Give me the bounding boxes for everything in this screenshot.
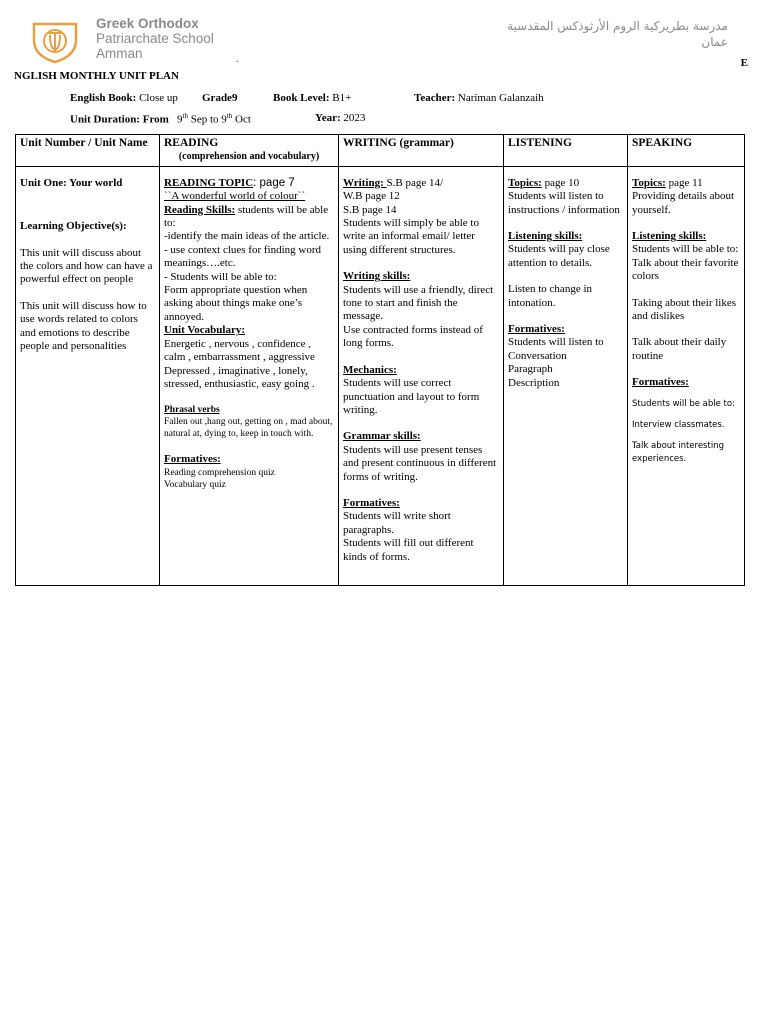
school-logo (28, 20, 82, 64)
speaking-skills-text: Students will be able to: (632, 243, 739, 256)
unit-cell (16, 166, 160, 585)
listening-skills-text-2: Listen to change in intonation. (508, 283, 593, 309)
writing-skills-text: Students will use a friendly, direct tone to start and finish the message. (343, 283, 494, 323)
writing-skills-label: Writing skills: (343, 270, 411, 283)
reading-skills-label: Reading Skills: (164, 203, 236, 216)
school-name-ar-line2: عمان (701, 35, 728, 49)
listening-topics-label: Topics: (508, 176, 542, 189)
reading-cell (160, 166, 339, 585)
learning-objective-title: Learning Objective(s): (20, 220, 127, 233)
header-reading-sub: (comprehension and vocabulary) (178, 151, 320, 163)
duration-info (70, 112, 251, 126)
school-name-line3: Amman (96, 46, 143, 61)
header-reading-title: READING (164, 137, 219, 149)
reading-formatives-label: Formatives: (164, 453, 221, 466)
header-unit: Unit Number / Unit Name (16, 135, 160, 167)
reading-skills (164, 204, 334, 231)
duration-label: Unit Duration: From (70, 113, 169, 126)
mechanics-label: Mechanics: (343, 363, 397, 376)
speaking-formatives-label: Formatives: (632, 376, 689, 389)
grammar-skills-label: Grammar skills: (343, 430, 421, 443)
school-name-ar-line1: مدرسة بطريركية الروم الأرثوذكس المقدسية (507, 19, 728, 33)
speaking-cell (628, 166, 745, 585)
reading-skill-item: - use context clues for finding word meanings….etc. (164, 243, 322, 270)
speaking-formative-item: Students will be able to: (632, 398, 735, 409)
writing-pages-1: S.B page 14/ (386, 176, 444, 189)
edge-letter: E (740, 57, 748, 69)
header-listening: LISTENING (504, 135, 628, 167)
speaking-topics (632, 177, 740, 190)
table-header-row (16, 135, 745, 167)
listening-formative-item: Students will listen to (508, 336, 604, 349)
writing-pages (343, 177, 499, 190)
year-label: Year: (315, 112, 341, 124)
unit-plan-table (15, 134, 745, 586)
level-label: Book Level: (273, 92, 330, 104)
school-name-ar (507, 18, 728, 50)
writing-label: Writing: (343, 176, 387, 189)
writing-formative-item: Students will write short paragraphs. (343, 510, 451, 536)
speaking-topics-text: Providing details about yourself. (632, 190, 735, 216)
writing-formative-item: Students will fill out different kinds of forms. (343, 537, 474, 563)
reading-formative-item: Reading comprehension quiz (164, 467, 275, 478)
listening-topics-text: Students will listen to instructions / information (508, 190, 620, 216)
duration-end: Oct (232, 113, 251, 126)
reading-skill-item: -identify the main ideas of the article. (164, 230, 330, 243)
table-content-row (16, 166, 745, 585)
teacher-label: Teacher: (414, 92, 456, 104)
listening-cell (504, 166, 628, 585)
speaking-topics-label: Topics: (632, 176, 666, 189)
writing-pages-2: W.B page 12 (343, 190, 400, 203)
header-speaking: SPEAKING (628, 135, 745, 167)
writing-skills-text-2: Use contracted forms instead of long forms. (343, 323, 483, 350)
school-name-line1: Greek Orthodox (96, 16, 199, 31)
speaking-skills-text-3: Taking about their likes and dislikes (632, 296, 737, 323)
writing-cell (339, 166, 504, 585)
writing-formatives-label: Formatives: (343, 496, 400, 509)
reading-topic-page: : page 7 (253, 176, 295, 189)
grade-value: Grade9 (202, 92, 238, 104)
phrasal-verbs-text: Fallen out ,hang out, getting on , mad about, natural at, dying to, keep in touch with. (164, 417, 333, 440)
duration-from-day: 9 (177, 113, 183, 126)
phrasal-verbs-label: Phrasal verbs (164, 405, 220, 416)
duration-from-sup: th (182, 112, 188, 120)
mechanics-text: Students will use correct punctuation and layout to form writing. (343, 377, 480, 416)
reading-skill-item: - Students will be able to: (164, 270, 277, 283)
grade-info (202, 92, 237, 104)
unit-objective-1: This unit will discuss about the colors and how can have a powerful effect on people (20, 246, 153, 286)
teacher-info (414, 92, 544, 104)
level-value: B1+ (332, 92, 352, 104)
school-name-en (96, 16, 214, 61)
teacher-value: Nariman Galanzaih (457, 92, 544, 104)
unit-objective-2: This unit will discuss how to use words related to colors and emotions to describe people and personalities (20, 299, 147, 353)
header-dot: . (236, 54, 239, 65)
listening-formative-item: Paragraph (508, 363, 553, 376)
book-label: English Book: (70, 92, 137, 104)
reading-topic-title: ``A wonderful world of colour`` (164, 190, 306, 203)
reading-topic-label: READING TOPIC (164, 176, 254, 189)
speaking-skills-label: Listening skills: (632, 230, 707, 243)
unit-name: Unit One: Your world (20, 176, 123, 189)
speaking-skills-text-2: Talk about their favorite colors (632, 256, 739, 283)
writing-text: Students will simply be able to write an informal email/ letter using different structures. (343, 217, 479, 256)
listening-skills-label: Listening skills: (508, 230, 583, 243)
writing-pages-3: S.B page 14 (343, 203, 397, 216)
plan-title: NGLISH MONTHLY UNIT PLAN (14, 70, 179, 82)
listening-topics (508, 177, 623, 190)
speaking-skills-text-4: Talk about their daily routine (632, 336, 727, 362)
speaking-formative-item: Talk about interesting experiences. (632, 440, 724, 464)
unit-vocabulary-label: Unit Vocabulary: (164, 324, 245, 337)
school-name-line2: Patriarchate School (96, 31, 214, 46)
duration-to-sup: th (226, 112, 233, 120)
level-info (273, 92, 351, 104)
listening-formative-item: Description (508, 376, 560, 389)
reading-skills-text: students will be able to: (164, 203, 329, 230)
speaking-formative-item: Interview classmates. (632, 419, 725, 430)
listening-skills-text: Students will pay close attention to details. (508, 243, 610, 269)
listening-formatives-label: Formatives: (508, 323, 565, 336)
year-info (315, 112, 365, 124)
unit-vocabulary-text: Energetic , nervous , confidence , calm , embarrassment , aggressive Depressed , imaginative , lonely, stressed, enthusiastic, easy going . (164, 337, 315, 390)
book-value: Close up (139, 92, 178, 104)
year-value: 2023 (343, 112, 366, 124)
book-info (70, 92, 178, 104)
listening-formative-item: Conversation (508, 349, 567, 362)
reading-formative-item: Vocabulary quiz (164, 479, 226, 490)
header-writing: WRITING (grammar) (339, 135, 504, 167)
speaking-topics-page: page 11 (665, 176, 703, 189)
reading-skill-item: Form appropriate question when asking about things make one’s annoyed. (164, 284, 308, 323)
header-reading (160, 135, 339, 167)
reading-topic (164, 177, 334, 190)
grammar-skills-text: Students will use present tenses and present continuous in different forms of writing. (343, 443, 497, 483)
listening-topics-page: page 10 (541, 176, 580, 189)
duration-mid: Sep to 9 (188, 113, 227, 126)
